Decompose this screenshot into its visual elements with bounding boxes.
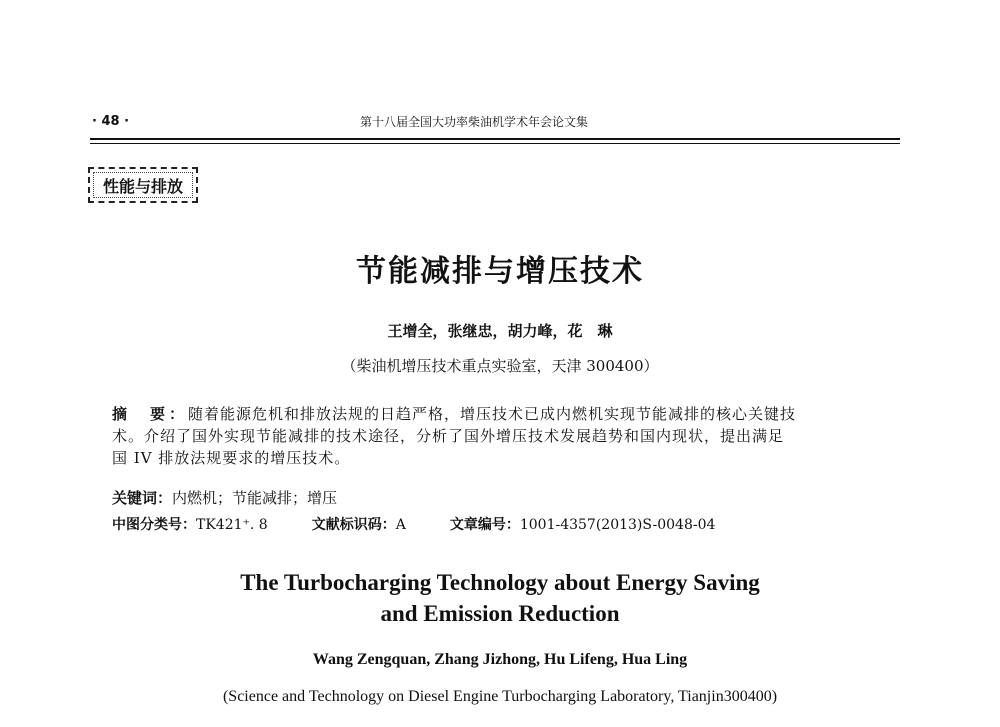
article-number-value: 1001-4357(2013)S-0048-04 (519, 517, 716, 533)
abstract-line-3: 国 IV 排放法规要求的增压技术。 (112, 449, 351, 467)
authors-cn: 王增全，张继忠，胡力峰，花 琳 (387, 322, 613, 340)
abstract-label: 摘 要： (112, 405, 189, 423)
abstract-line-1 (112, 403, 872, 425)
affiliation-cn: （柴油机增压技术重点实验室，天津 300400） (341, 357, 659, 375)
running-header: 第十八届全国大功率柴油机学术年会论文集 (360, 115, 589, 129)
authors-en: Wang Zengquan, Zhang Jizhong, Hu Lifeng, Hua Ling (312, 651, 688, 668)
classification-line (112, 514, 715, 534)
paper-title-en-line-2: and Emission Reduction (380, 601, 620, 626)
article-number-label: 文章编号： (449, 517, 520, 533)
clc-value: TK421⁺. 8 (196, 517, 268, 533)
paper-title-cn: 节能减排与增压技术 (356, 254, 644, 289)
affiliation-en: (Science and Technology on Diesel Engine Turbocharging Laboratory, Tianjin300400) (222, 688, 778, 705)
header-rule-thick (90, 138, 900, 140)
header-rule-thin (90, 143, 900, 144)
paper-title-en (0, 567, 1000, 629)
doc-code-value: A (395, 517, 406, 533)
abstract-text-1: 随着能源危机和排放法规的日趋严格，增压技术已成内燃机实现节能减排的核心关键技 (188, 405, 797, 423)
doc-code-label: 文献标识码： (311, 517, 396, 533)
keywords (112, 487, 337, 508)
section-label: 性能与排放 (102, 176, 183, 196)
keywords-label: 关键词： (112, 489, 173, 507)
abstract-line-2: 术。介绍了国外实现节能减排的技术途径，分析了国外增压技术发展趋势和国内现状，提出满足 (112, 427, 785, 445)
paper-title-en-line-1: The Turbocharging Technology about Energy Saving (240, 570, 760, 595)
page-number: · 48 · (92, 114, 130, 129)
section-label-box (88, 167, 198, 203)
clc-label: 中图分类号： (112, 517, 196, 533)
abstract (112, 403, 872, 469)
keywords-text: 内燃机；节能减排；增压 (172, 489, 338, 507)
